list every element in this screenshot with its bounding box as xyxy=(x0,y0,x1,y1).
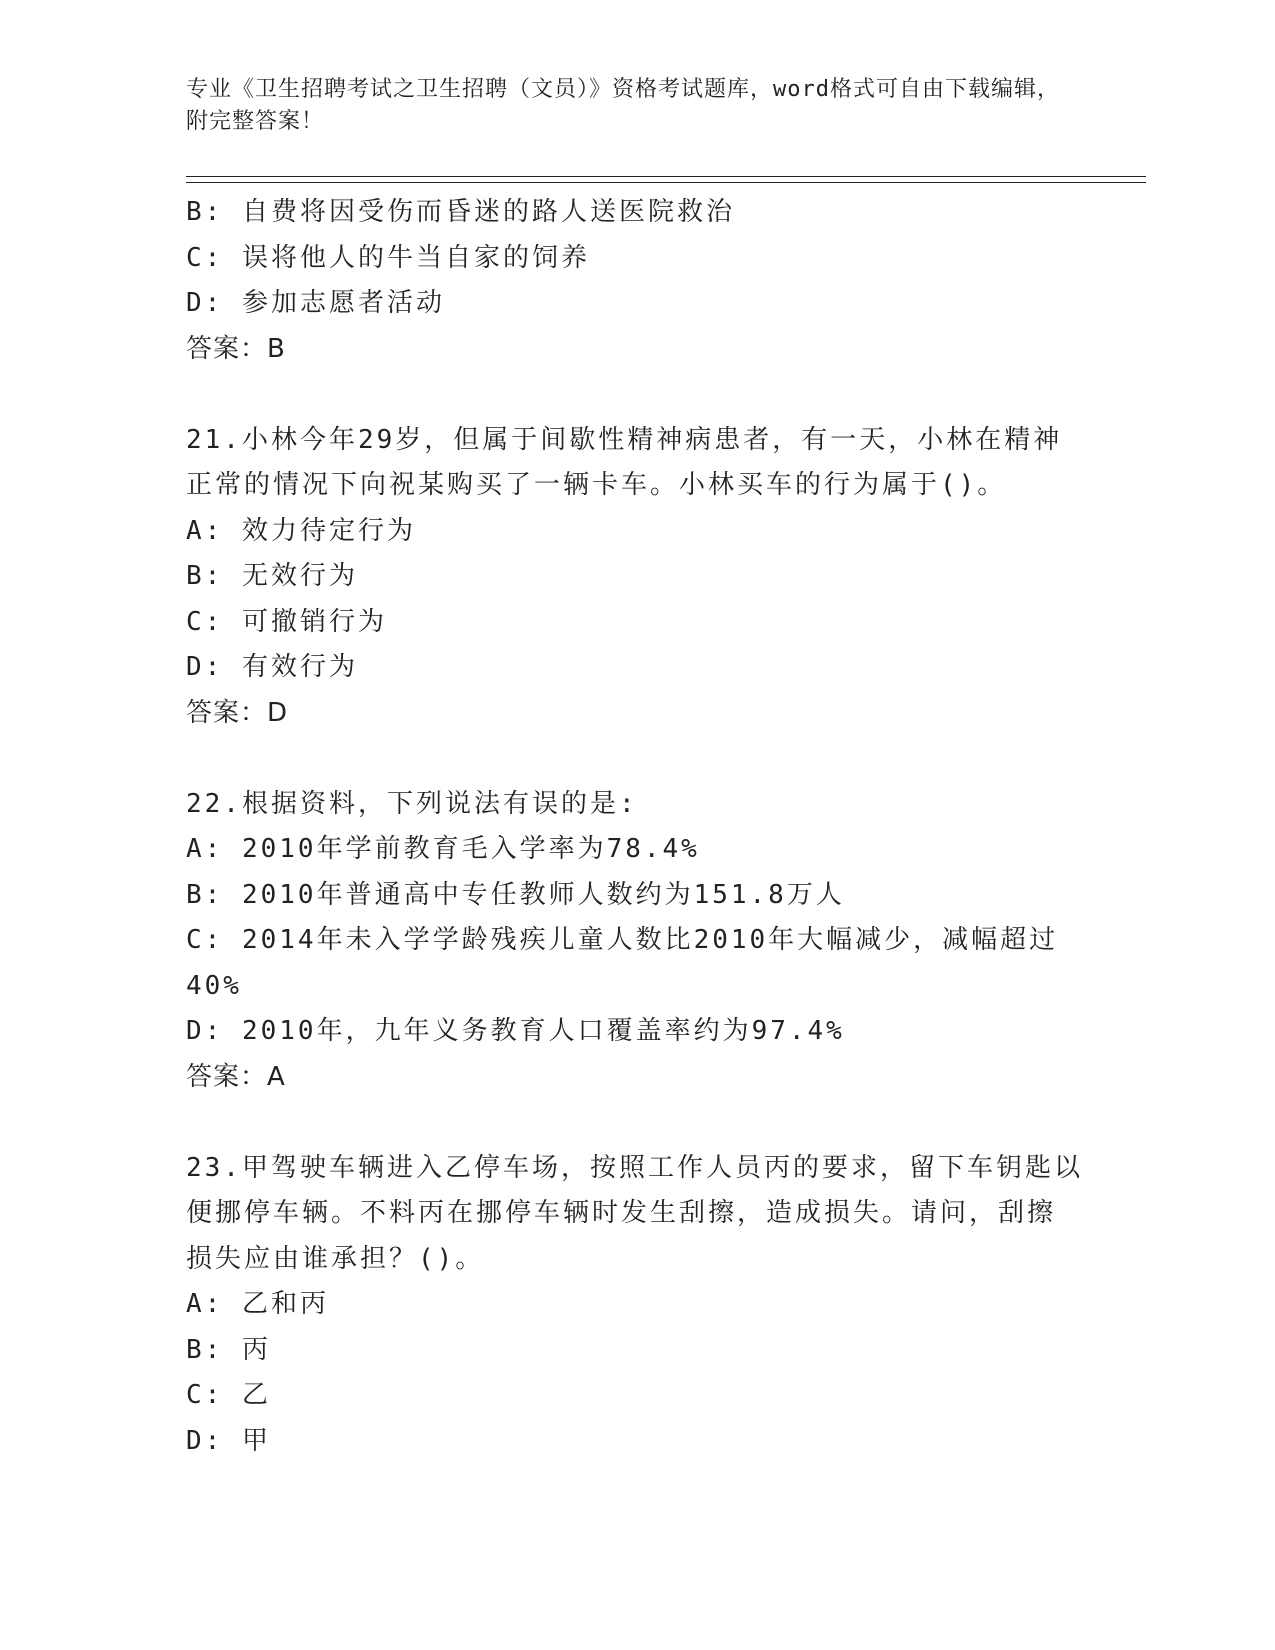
question-21 xyxy=(186,418,1086,737)
question-23 xyxy=(186,1146,1086,1465)
option-b: B: 自费将因受伤而昏迷的路人送医院救治 xyxy=(186,197,735,227)
question-content xyxy=(186,190,1086,1464)
question-spacer xyxy=(186,372,1086,418)
option-c-continued: 40% xyxy=(186,970,242,1001)
option-b: B: 2010年普通高中专任教师人数约为151.8万人 xyxy=(186,879,845,910)
option-b: B: 无效行为 xyxy=(186,561,358,591)
option-c: C: 2014年未入学学龄残疾儿童人数比2010年大幅减少，减幅超过 xyxy=(186,925,1059,955)
answer-line: 答案：D xyxy=(186,697,289,728)
option-d: D: 甲 xyxy=(186,1425,271,1456)
header-divider-top xyxy=(186,176,1146,177)
question-stem: 22.根据资料，下列说法有误的是: xyxy=(186,788,638,819)
option-a: A: 效力待定行为 xyxy=(186,515,416,546)
option-c: C: 乙 xyxy=(186,1380,271,1410)
option-d: D: 2010年，九年义务教育人口覆盖率约为97.4% xyxy=(186,1016,845,1046)
option-a: A: 2010年学前教育毛入学率为78.4% xyxy=(186,834,700,864)
answer-line: 答案：A xyxy=(186,1061,286,1092)
question-stem: 损失应由谁承担？()。 xyxy=(186,1243,485,1274)
document-header: 专业《卫生招聘考试之卫生招聘（文员）》资格考试题库，word格式可自由下载编辑，附完整答案！ xyxy=(186,77,1060,134)
question-22 xyxy=(186,782,1086,1101)
question-stem: 便挪停车辆。不料丙在挪停车辆时发生刮擦，造成损失。请问，刮擦 xyxy=(186,1198,1057,1228)
option-c: C: 可撤销行为 xyxy=(186,606,387,637)
option-c: C: 误将他人的牛当自家的饲养 xyxy=(186,242,590,273)
question-spacer xyxy=(186,1100,1086,1146)
option-b: B: 丙 xyxy=(186,1334,271,1365)
question-stem: 正常的情况下向祝某购买了一辆卡车。小林买车的行为属于()。 xyxy=(186,470,1007,500)
header-divider-bottom xyxy=(186,182,1146,183)
question-spacer xyxy=(186,736,1086,782)
option-d: D: 参加志愿者活动 xyxy=(186,288,445,318)
question-stem: 21.小林今年29岁，但属于间歇性精神病患者，有一天，小林在精神 xyxy=(186,424,1063,455)
option-a: A: 乙和丙 xyxy=(186,1289,329,1319)
question-20-continued xyxy=(186,190,1086,372)
option-d: D: 有效行为 xyxy=(186,652,358,682)
answer-line: 答案：B xyxy=(186,333,286,364)
question-stem: 23.甲驾驶车辆进入乙停车场，按照工作人员丙的要求，留下车钥匙以 xyxy=(186,1152,1083,1183)
